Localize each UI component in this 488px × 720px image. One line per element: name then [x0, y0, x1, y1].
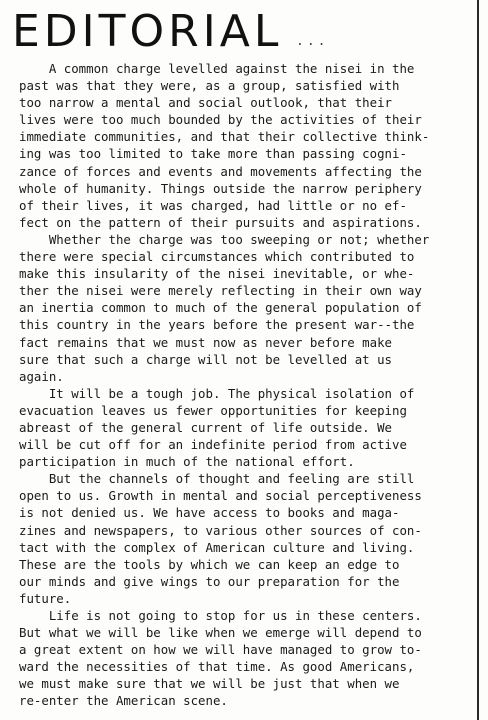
headline-dots: ... [296, 34, 329, 49]
text-line: re-enter the American scene. [19, 693, 228, 709]
text-line: These are the tools by which we can keep an edge to [19, 556, 400, 572]
text-line: whole of humanity. Things outside the narrow periphery [19, 180, 422, 196]
editorial-headline: EDITORIAL [12, 6, 283, 57]
text-line: abreast of the general current of life outside. We [19, 419, 392, 435]
text-line: Whether the charge was too sweeping or not; whether [19, 231, 430, 247]
text-line: ther the nisei were merely reflecting in their own way [19, 283, 422, 299]
text-line: an inertia common to much of the general population of [19, 300, 422, 316]
text-line: zines and newspapers, to various other sources of con- [19, 522, 422, 538]
text-line: too narrow a mental and social outlook, that their [19, 95, 392, 111]
text-line: will be cut off for an indefinite period from active [19, 437, 407, 453]
text-line: evacuation leaves us fewer opportunities for keeping [19, 402, 407, 418]
text-line: is not denied us. We have access to books and maga- [19, 505, 400, 521]
text-line: again. [19, 368, 64, 384]
text-line: our minds and give wings to our preparation for the [19, 573, 400, 589]
text-line: fect on the pattern of their pursuits and aspirations. [19, 214, 422, 230]
text-line: Life is not going to stop for us in these centers. [19, 608, 422, 623]
text-line: participation in much of the national effort. [19, 454, 355, 470]
text-line: this country in the years before the present war--the [19, 317, 415, 333]
text-line: a great extent on how we will have managed to grow to- [19, 642, 422, 658]
text-line: we must make sure that we will be just that when we [19, 676, 400, 692]
text-line: of their lives, it was charged, had little or no ef- [19, 197, 407, 213]
column-rule [477, 0, 479, 720]
text-line: But the channels of thought and feeling are still [19, 471, 415, 487]
text-line: past was that they were, as a group, satisfied with [19, 78, 400, 94]
text-line: zance of forces and events and movements affecting the [19, 163, 422, 179]
text-line: A common charge levelled against the nisei in the [19, 61, 415, 76]
text-line: It will be a tough job. The physical isolation of [19, 385, 415, 401]
text-line: open to us. Growth in mental and social perceptiveness [19, 488, 422, 504]
text-line: make this insularity of the nisei inevitable, or whe- [19, 266, 415, 282]
text-line: fact remains that we must now as never before make [19, 334, 392, 350]
text-line: tact with the complex of American culture and living. [19, 539, 415, 555]
text-line: ing was too limited to take more than passing cogni- [19, 146, 407, 162]
text-line: But what we will be like when we emerge will depend to [19, 625, 422, 641]
text-line: lives were too much bounded by the activities of their [19, 112, 422, 128]
text-line: immediate communities, and that their collective think- [19, 129, 430, 145]
text-line: there were special circumstances which contributed to [19, 249, 415, 265]
text-line: future. [19, 590, 72, 606]
editorial-body [19, 60, 471, 710]
text-line: sure that such a charge will not be levelled at us [19, 351, 392, 367]
text-line: ward the necessities of that time. As good Americans, [19, 659, 415, 675]
